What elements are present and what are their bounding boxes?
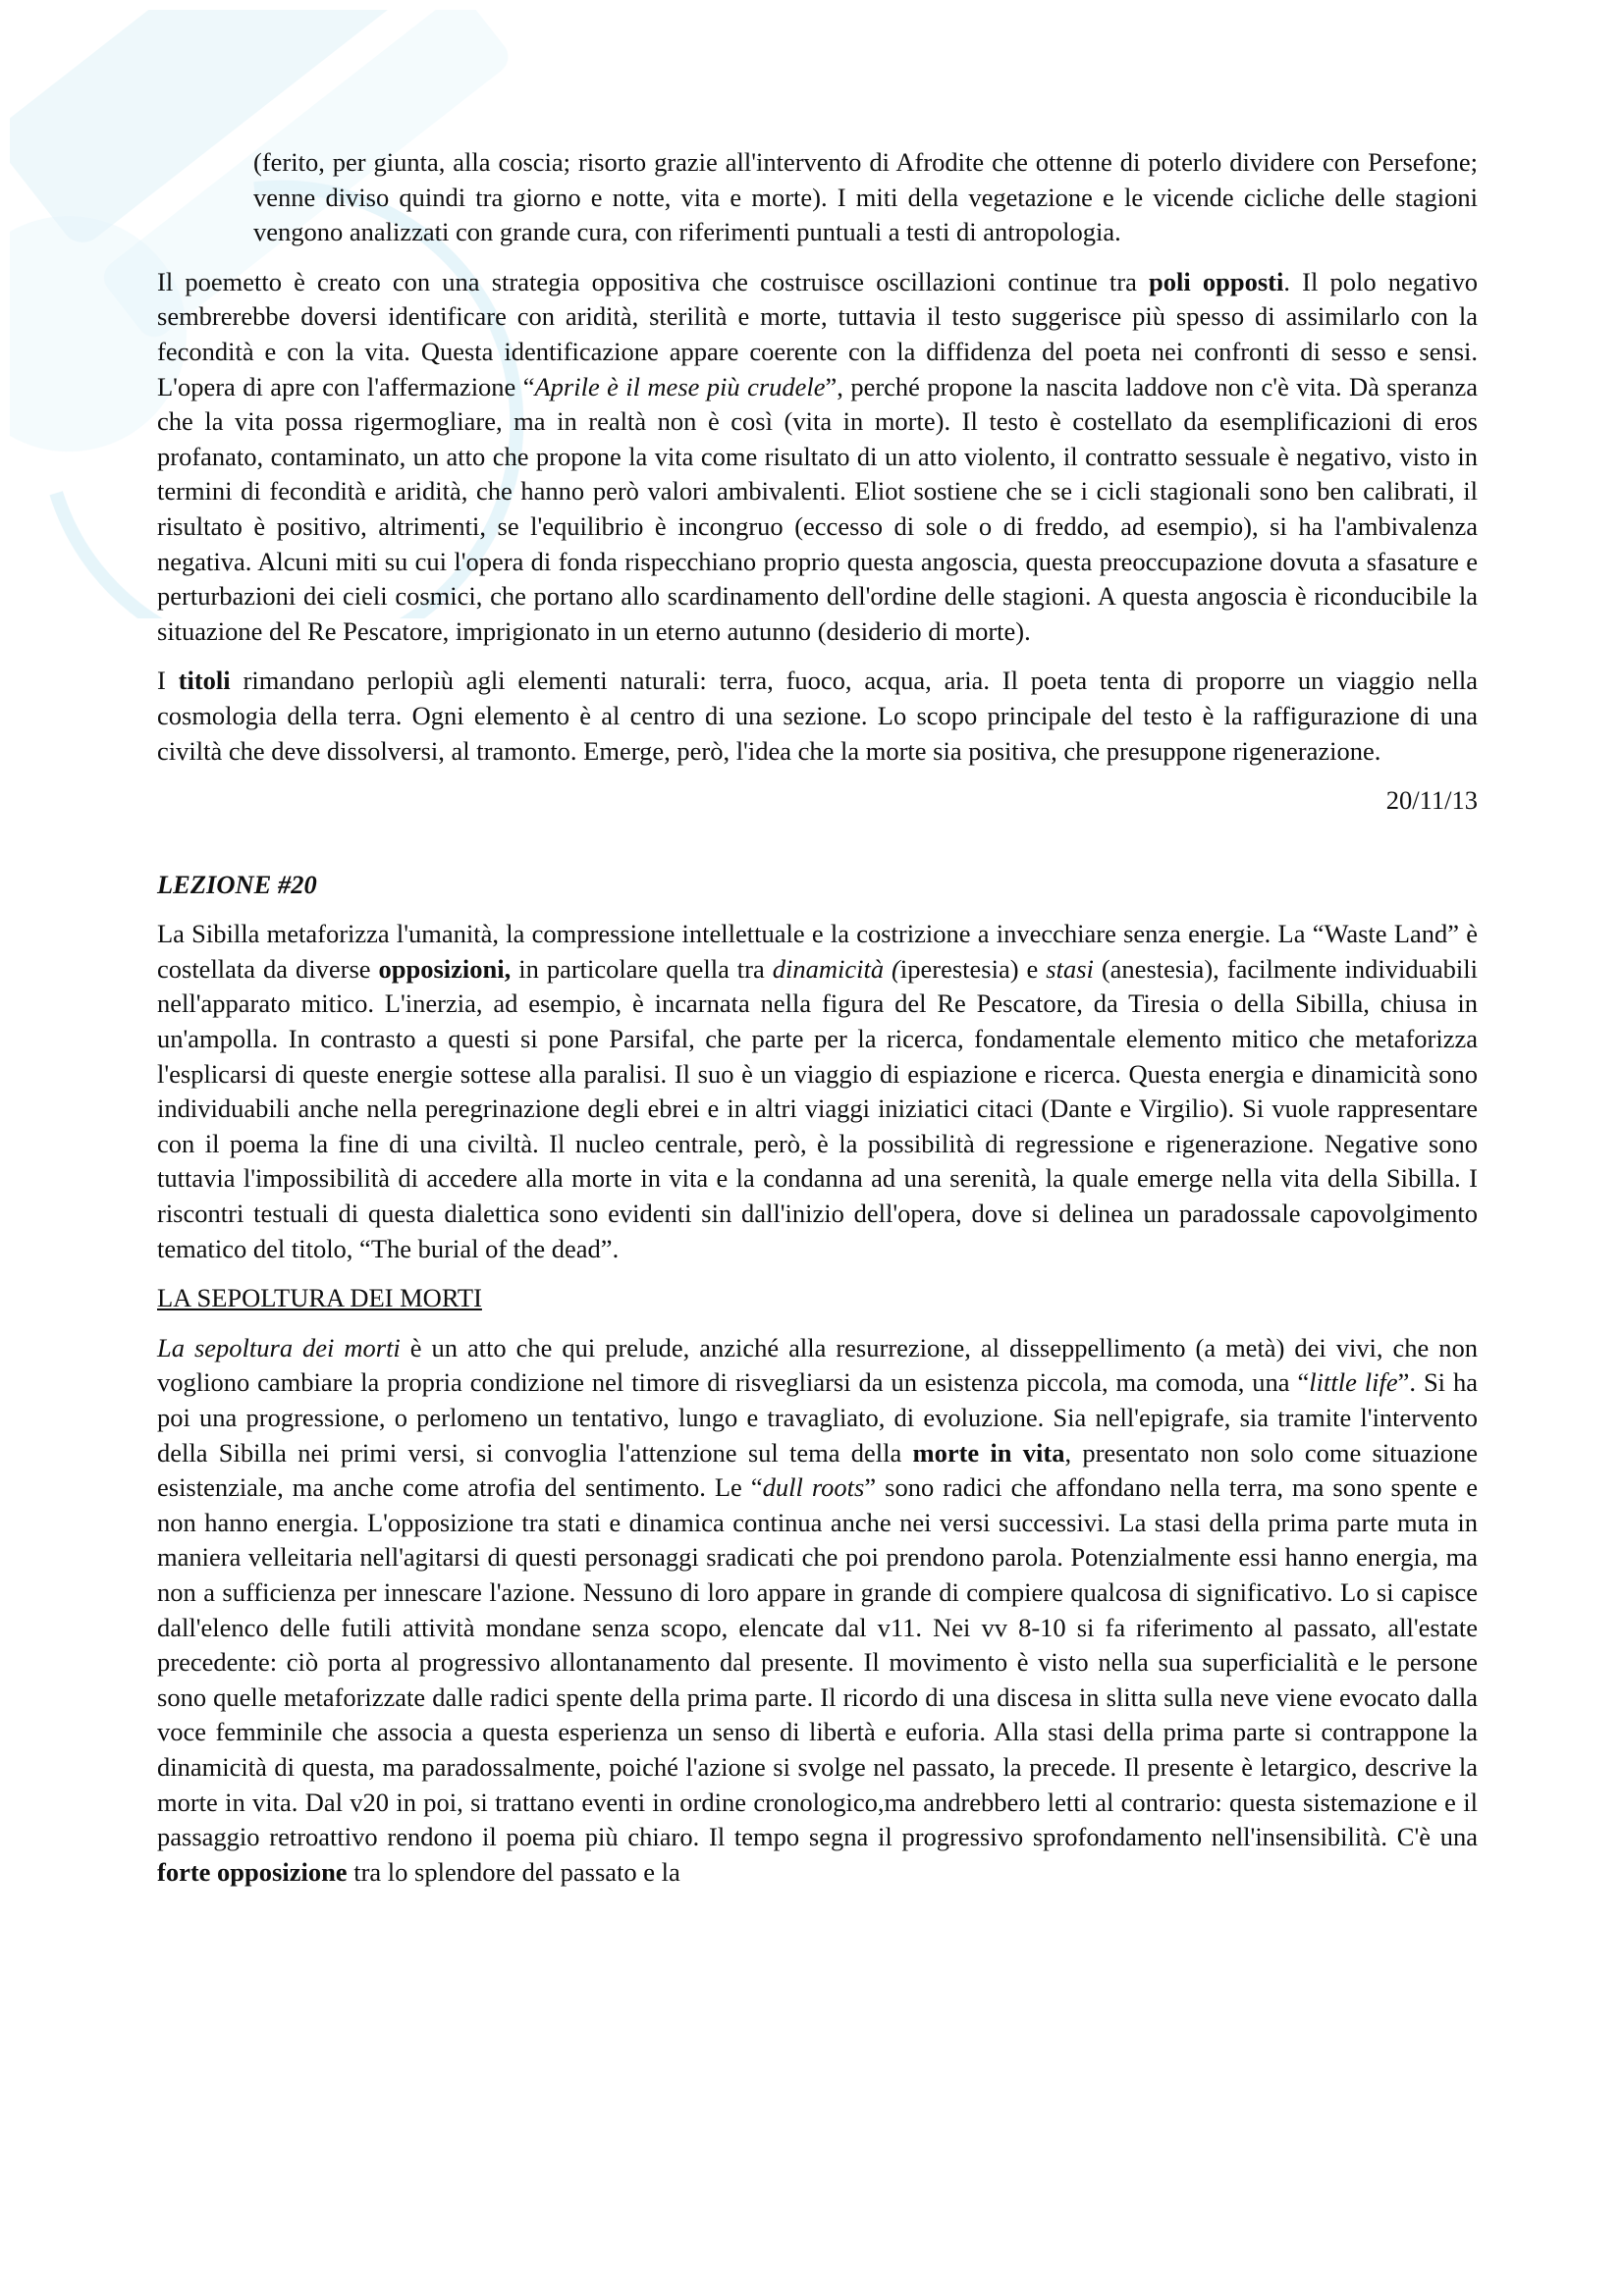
text-run: La Sibilla metaforizza l'umanità, la compressione intellettuale e la costrizione a invecchiare senza energie. La “Waste Land” è costellata da diverse	[157, 919, 1478, 984]
section-title: LA SEPOLTURA DEI MORTI	[157, 1283, 482, 1313]
bold-text-run: titoli	[178, 666, 231, 696]
text-run: è un atto che qui prelude, anziché alla resurrezione, al disseppellimento (a metà) dei vivi, che non vogliono cambiare la propria condizione nel timore di risvegliarsi da un esistenza piccola, ma comoda, una “	[157, 1332, 1478, 1398]
italic-text-run: little life	[1309, 1367, 1398, 1398]
text-run: (ferito, per giunta, alla coscia; risorto grazie all'intervento di Afrodite che ottenne di poterlo dividere con Persefone; venne diviso quindi tra giorno e notte, vita e morte). I miti della vegetazione e le vicende cicliche delle stagioni vengono analizzati con grande cura, con riferimenti puntuali a testi di antropologia.	[253, 147, 1478, 247]
italic-text-run: Aprile è il mese più crudele	[534, 371, 826, 401]
text-run: tra lo splendore del passato e la	[347, 1856, 680, 1887]
italic-text-run: stasi	[1046, 953, 1094, 984]
paragraph-titles	[157, 664, 1478, 769]
text-run: ” sono radici che affondano nella terra, ma sono spente e non hanno energia. L'opposizione tra stati e dinamica continua anche nei versi successivi. La stasi della prima parte muta in maniera velleitaria nell'agitarsi di questi personaggi sradicati che poi prendono parola. Potenzialmente essi hanno energia, ma non a sufficienza per innescare l'azione. Nessuno di loro appare in grande di compiere qualcosa di significativo. Lo si capisce dall'elenco delle futili attività mondane senza scopo, elencate dal v11. Nei vv 8-10 si fa riferimento al passato, all'estate precedente: ciò porta al progressivo allontanamento dal presente. Il movimento è visto nella sua superficialità e le persone sono quelle metaforizzate dalle radici spente della prima parte. Il ricordo di una discesa in slitta sulla neve viene evocato dalla voce femminile che associa a questa esperienza un senso di libertà e euforia. Alla stasi della prima parte si contrappone la dinamicità di questa, ma paradossalmente, poiché l'azione si svolge nel passato, la precede. Il presente è letargico, descrive la morte in vita. Dal v20 in poi, si trattano eventi in ordine cronologico,ma andrebbero letti al contrario: questa sistemazione e il passaggio retroattivo rendono il poema più chiaro. Il tempo segna il progressivo sprofondamento nell'insensibilità. C'è una	[157, 1472, 1478, 1852]
text-run: . Il polo negativo sembrerebbe doversi identificare con aridità, sterilità e morte, tuttavia il testo suggerisce più spesso di assimilarlo con la fecondità e con la vita. Questa identificazione appare coerente con la diffidenza del poeta nei confronti di sesso e sensi. L'opera di apre con l'affermazione “	[157, 266, 1478, 401]
italic-text-run: La sepoltura dei morti	[157, 1332, 401, 1362]
bold-text-run: morte in vita	[912, 1437, 1065, 1468]
bold-text-run: forte opposizione	[157, 1856, 348, 1887]
text-run: rimandano perlopiù agli elementi naturali: terra, fuoco, acqua, aria. Il poeta tenta di proporre un viaggio nella cosmologia della terra. Ogni elemento è al centro di una sezione. Lo scopo principale del testo è la raffigurazione di una civiltà che deve dissolversi, al tramonto. Emerge, però, l'idea che la morte sia positiva, che presuppone rigenerazione.	[157, 666, 1479, 766]
lesson-date: 20/11/13	[1385, 785, 1478, 816]
paragraph-burial	[157, 1331, 1478, 1891]
italic-text-run: dinamicità (	[772, 953, 900, 984]
paragraph-sibyl	[157, 917, 1478, 1266]
paragraph-oppositive-strategy	[157, 265, 1478, 650]
text-run: I	[157, 666, 179, 696]
text-run: ”. Si ha poi una progressione, o perlomeno un tentativo, lungo e travagliato, di evoluzione. Sia nell'epigrafe, sia tramite l'intervento della Sibilla nei primi versi, si convoglia l'attenzione sul tema della	[157, 1367, 1478, 1468]
text-run: Il poemetto è creato con una strategia oppositiva che costruisce oscillazioni continue tra	[157, 266, 1150, 296]
text-run: (anestesia), facilmente individuabili nell'apparato mitico. L'inerzia, ad esempio, è incarnata nella figura del Re Pescatore, da Tiresia o della Sibilla, chiusa in un'ampolla. In contrasto a questi si pone Parsifal, che parte per la ricerca, fondamentale elemento mitico che metaforizza l'esplicarsi di queste energie sottese alla paralisi. Il suo è un viaggio di espiazione e ricerca. Questa energia e dinamicità sono individuabili anche nella peregrinazione degli ebrei e in altri viaggi iniziatici citaci (Dante e Virgilio). Si vuole rappresentare con il poema la fine di una civiltà. Il nucleo centrale, però, è la possibilità di regressione e rigenerazione. Negative sono tuttavia l'impossibilità di accedere alla morte in vita e la condanna ad una serenità, la quale emerge nella vita della Sibilla. I riscontri testuali di questa dialettica sono evidenti sin dall'inizio dell'opera, dove si delinea un paradossale capovolgimento tematico del titolo, “The burial of the dead”.	[157, 953, 1478, 1263]
text-run: iperestesia) e	[899, 953, 1047, 984]
paragraph-myths	[253, 145, 1478, 250]
italic-text-run: dull roots	[762, 1472, 865, 1503]
document-page	[157, 145, 1478, 1890]
text-run: in particolare quella tra	[511, 953, 773, 984]
lesson-heading: LEZIONE #20	[157, 869, 317, 899]
bold-text-run: opposizioni,	[378, 953, 512, 984]
text-run: , presentato non solo come situazione esistenziale, ma anche come atrofia del sentimento. Le “	[157, 1437, 1478, 1503]
bold-text-run: poli opposti	[1149, 266, 1284, 296]
text-run: ”, perché propone la nascita laddove non c'è vita. Dà speranza che la vita possa rigermogliare, ma in realtà non è così (vita in morte). Il testo è costellato da esemplificazioni di eros profanato, contaminato, un atto che propone la vita come risultato di un atto violento, il contratto sessuale è negativo, visto in termini di fecondità e aridità, che hanno però valori ambivalenti. Eliot sostiene che se i cicli stagionali sono ben calibrati, il risultato è positivo, altrimenti, se l'equilibrio è incongruo (eccesso di sole o di freddo, ad esempio), si ha l'ambivalenza negativa. Alcuni miti su cui l'opera di fonda rispecchiano proprio questa angoscia, questa preoccupazione dovuta a sfasature e perturbazioni dei cieli cosmici, che portano allo scardinamento dell'ordine delle stagioni. A questa angoscia è riconducibile la situazione del Re Pescatore, imprigionato in un eterno autunno (desiderio di morte).	[157, 371, 1478, 646]
